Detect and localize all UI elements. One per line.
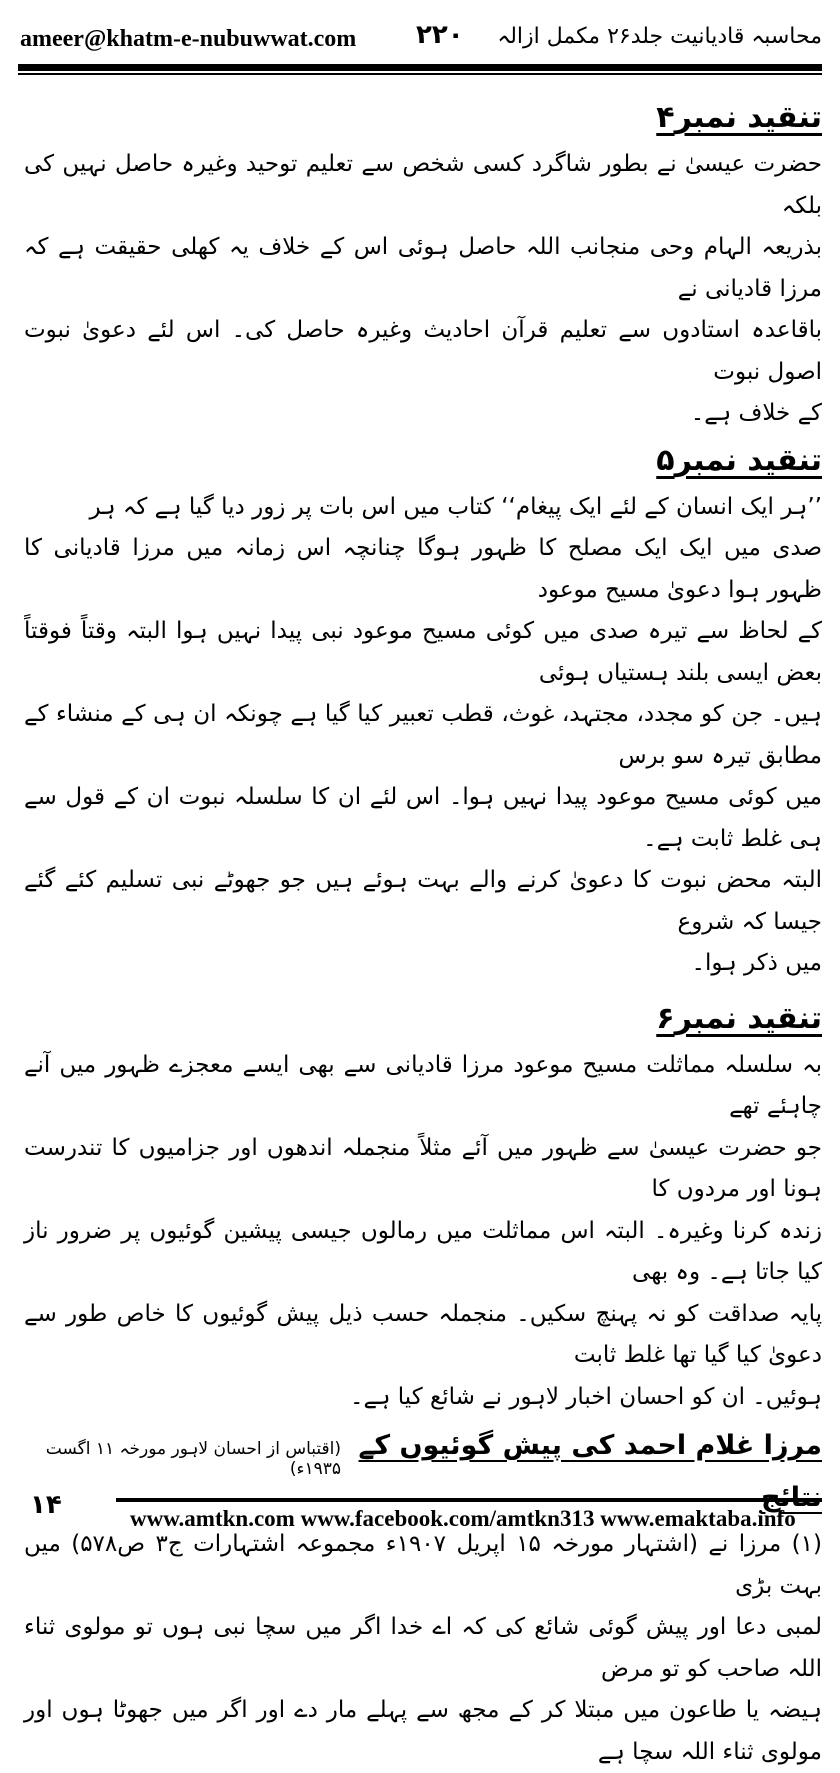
text-line: کے لحاظ سے تیرہ صدی میں کوئی مسیح موعود نبی پیدا نہیں ہوا البتہ وقتاً فوقتاً بعض ایسی بلند ہستیاں ہوئی xyxy=(24,618,822,686)
text-line: صدی میں ایک ایک مصلح کا ظہور ہوگا چنانچہ اس زمانہ میں مرزا قادیانی کا ظہور ہوا دعویٰ مسیح موعود xyxy=(24,535,822,603)
text-line: میں کوئی مسیح موعود پیدا نہیں ہوا۔ اس لئے ان کا سلسلہ نبوت ان کے قول سے ہی غلط ثابت ہے۔ xyxy=(24,784,822,852)
header-rule-thin xyxy=(18,73,822,75)
text-line: میں ذکر ہوا۔ xyxy=(691,950,822,976)
page-footer xyxy=(18,1488,822,1532)
text-line: کے خلاف ہے۔ xyxy=(690,400,822,426)
footer-urls: www.amtkn.com www.facebook.com/amtkn313 www.emaktaba.info xyxy=(130,1506,796,1531)
text-line: البتہ محض نبوت کا دعویٰ کرنے والے بہت ہوئے ہیں جو جھوٹے نبی تسلیم کئے گئے جیسا کہ شروع xyxy=(24,867,822,935)
text-line: جو حضرت عیسیٰ سے ظہور میں آئے مثلاً منجملہ اندھوں اور جزامیوں کا تندرست ہونا اور مردوں کا xyxy=(24,1134,822,1202)
header-book-title: محاسبہ قادیانیت جلد۲۶ مکمل ازالہ xyxy=(497,24,822,49)
text-line: بہ سلسلہ مماثلت مسیح موعود مرزا قادیانی سے بھی ایسے معجزے ظہور میں آنے چاہئے تھے xyxy=(24,1051,822,1119)
text-line: ہیضہ یا طاعون میں مبتلا کر کے مجھ سے پہلے مار دے اور اگر میں جھوٹا ہوں اور مولوی ثناء اللہ سچا ہے xyxy=(24,1697,822,1765)
section-critique-5 xyxy=(24,435,822,985)
section-critique-4 xyxy=(24,92,822,435)
text-line: زندہ کرنا وغیرہ۔ البتہ اس مماثلت میں رمالوں جیسی پیشین گوئیوں پر ضرور ناز کیا جاتا ہے۔ وہ بھی xyxy=(24,1217,822,1285)
text-line: حضرت عیسیٰ نے بطور شاگرد کسی شخص سے تعلیم توحید وغیرہ حاصل نہیں کی بلکہ xyxy=(24,151,822,219)
text-line: ہوئیں۔ ان کو احسان اخبار لاہور نے شائع کیا ہے۔ xyxy=(350,1383,822,1410)
section-critique-6 xyxy=(24,993,822,1419)
header-email: ameer@khatm-e-nubuwwat.com xyxy=(20,26,357,52)
header-page-number: ۲۲۰ xyxy=(416,20,464,50)
text-line: بذریعہ الہام وحی منجانب اللہ حاصل ہوئی اس کے خلاف یہ کھلی حقیقت ہے کہ مرزا قادیانی نے xyxy=(24,234,822,302)
section-prophecy-results xyxy=(24,1420,822,1773)
footer-page-number: ۱۴ xyxy=(30,1490,62,1520)
section-heading: تنقید نمبر۵ xyxy=(656,442,822,478)
results-heading: مرزا غلام احمد کی پیش گوئیوں کے xyxy=(358,1430,822,1461)
spacer xyxy=(24,985,822,993)
section-heading: تنقید نمبر۶ xyxy=(656,1000,822,1036)
text-line: لمبی دعا اور پیش گوئی شائع کی کہ اے خدا اگر میں سچا نبی ہوں تو مولوی ثناء اللہ صاحب کو تو مرض xyxy=(24,1614,822,1682)
results-citation: (اقتباس از احسان لاہور مورخہ ۱۱ اگست ۱۹۳۵ء) xyxy=(45,1439,342,1479)
section-heading: تنقید نمبر۴ xyxy=(656,100,822,135)
text-line: پایہ صداقت کو نہ پہنچ سکیں۔ منجملہ حسب ذیل پیش گوئیوں کا خاص طور سے دعویٰ کیا گیا تھا غلط ثابت xyxy=(24,1300,822,1368)
text-line: ’’ہر ایک انسان کے لئے ایک پیغام‘‘ کتاب میں اس بات پر زور دیا گیا ہے کہ ہر xyxy=(89,493,822,520)
text-line: باقاعدہ استادوں سے تعلیم قرآن احادیث وغیرہ حاصل کی۔ اس لئے دعویٰ نبوت اصول نبوت xyxy=(24,317,822,385)
text-line: ہیں۔ جن کو مجدد، مجتہد، غوث، قطب تعبیر کیا گیا ہے چونکہ ان ہی کے منشاء کے مطابق تیرہ سو برس xyxy=(24,701,822,769)
header-rule-thick xyxy=(18,64,822,71)
page-header xyxy=(18,18,822,58)
text-line: (۱) مرزا نے (اشتہار مورخہ ۱۵ اپریل ۱۹۰۷ء مجموعہ اشتہارات ج۳ ص۵۷۸) میں بہت بڑی xyxy=(24,1531,822,1599)
footer-rule xyxy=(116,1498,822,1502)
